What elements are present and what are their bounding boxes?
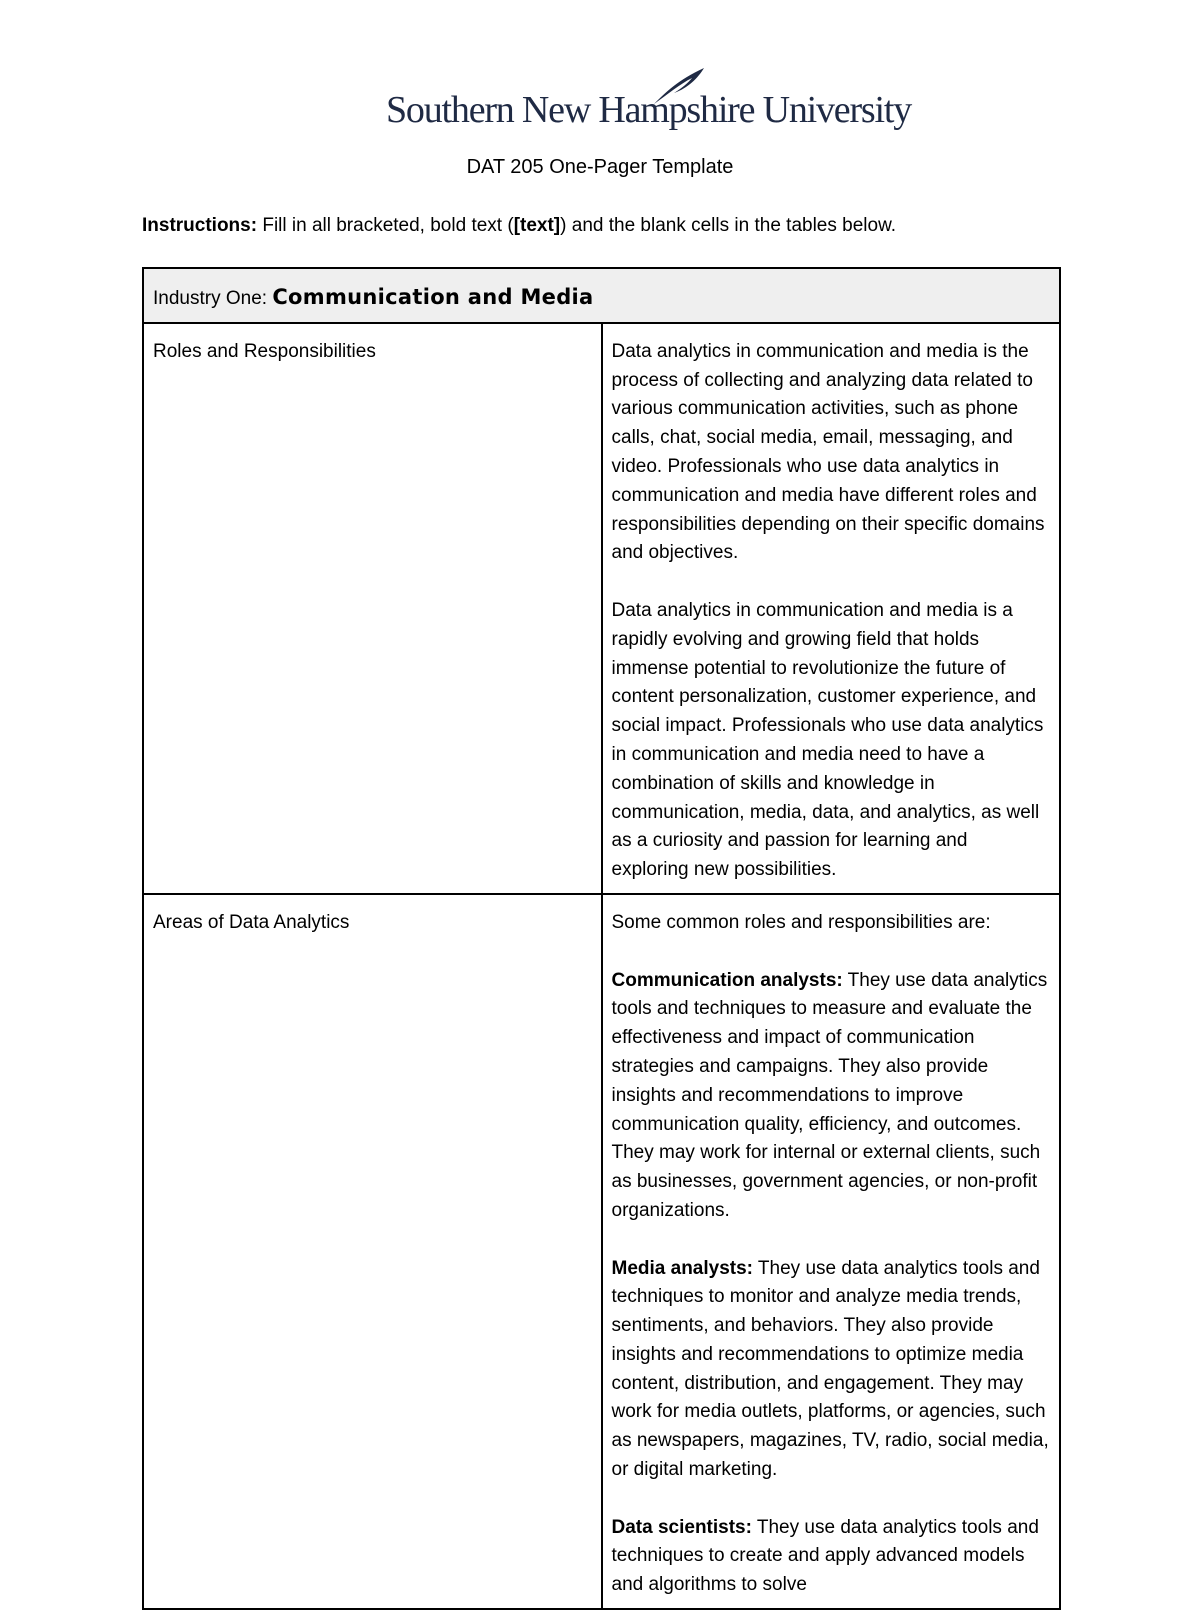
instructions-text-before: Fill in all bracketed, bold text ( — [257, 215, 514, 236]
industry-table — [142, 267, 1061, 1610]
instructions-example: [text] — [513, 215, 561, 236]
instructions-label: Instructions: — [142, 215, 258, 236]
row-label-areas: Areas of Data Analytics — [143, 894, 602, 1609]
instructions-text-after: ) and the blank cells in the tables below. — [560, 215, 897, 236]
industry-name: Communication and Media — [272, 285, 594, 309]
role-text: They use data analytics tools and techniques to monitor and analyze media trends, sentiments, and behaviors. They also provide insights and recommendations to optimize media content, distribution, and engagement. They may work for media outlets, platforms, or agencies, such as newspapers, magazines, TV, radio, social media, or digital marketing. — [611, 1257, 1049, 1481]
role-term: Communication analysts: — [611, 969, 843, 991]
table-row — [143, 894, 1060, 1609]
role-term: Media analysts: — [611, 1257, 753, 1279]
role-text: They use data analytics tools and techniques to create and apply advanced models and algorithms to solve — [611, 1516, 1039, 1596]
paragraph: Data analytics in communication and media is the process of collecting and analyzing data related to various communication activities, such as phone calls, chat, social media, email, messaging, and video. Professionals who use data analytics in communication and media have different roles and responsibilities depending on their specific domains and objectives. — [611, 340, 1045, 564]
paragraph-intro: Some common roles and responsibilities are: — [611, 911, 991, 933]
industry-label: Industry One: — [153, 288, 273, 309]
role-item — [612, 967, 1050, 1226]
row-label-roles: Roles and Responsibilities — [143, 323, 602, 894]
role-term: Data scientists: — [611, 1516, 752, 1538]
role-item — [612, 1255, 1050, 1485]
paragraph: Data analytics in communication and media is a rapidly evolving and growing field that holds immense potential to revolutionize the future of content personalization, customer experience, and social impact. Professionals who use data analytics in communication and media need to have a combination of skills and knowledge in communication, media, data, and analytics, as well as a curiosity and passion for learning and exploring new possibilities. — [611, 599, 1044, 881]
university-logo — [386, 66, 912, 138]
row-content-areas — [602, 894, 1061, 1609]
instructions — [142, 213, 896, 239]
role-item — [612, 1514, 1050, 1600]
role-text: They use data analytics tools and techniques to measure and evaluate the effectiveness and impact of communication strategies and campaigns. They also provide insights and recommendations to improve communication quality, efficiency, and outcomes. They may work for internal or external clients, such as businesses, government agencies, or non-profit organizations. — [611, 969, 1048, 1221]
document-title: DAT 205 One-Pager Template — [466, 156, 734, 178]
row-content-roles — [602, 323, 1061, 894]
logo-text: Southern New Hampshire University — [386, 89, 912, 131]
table-row — [143, 323, 1060, 894]
table-header-row — [143, 268, 1060, 323]
industry-header-cell — [143, 268, 1060, 323]
